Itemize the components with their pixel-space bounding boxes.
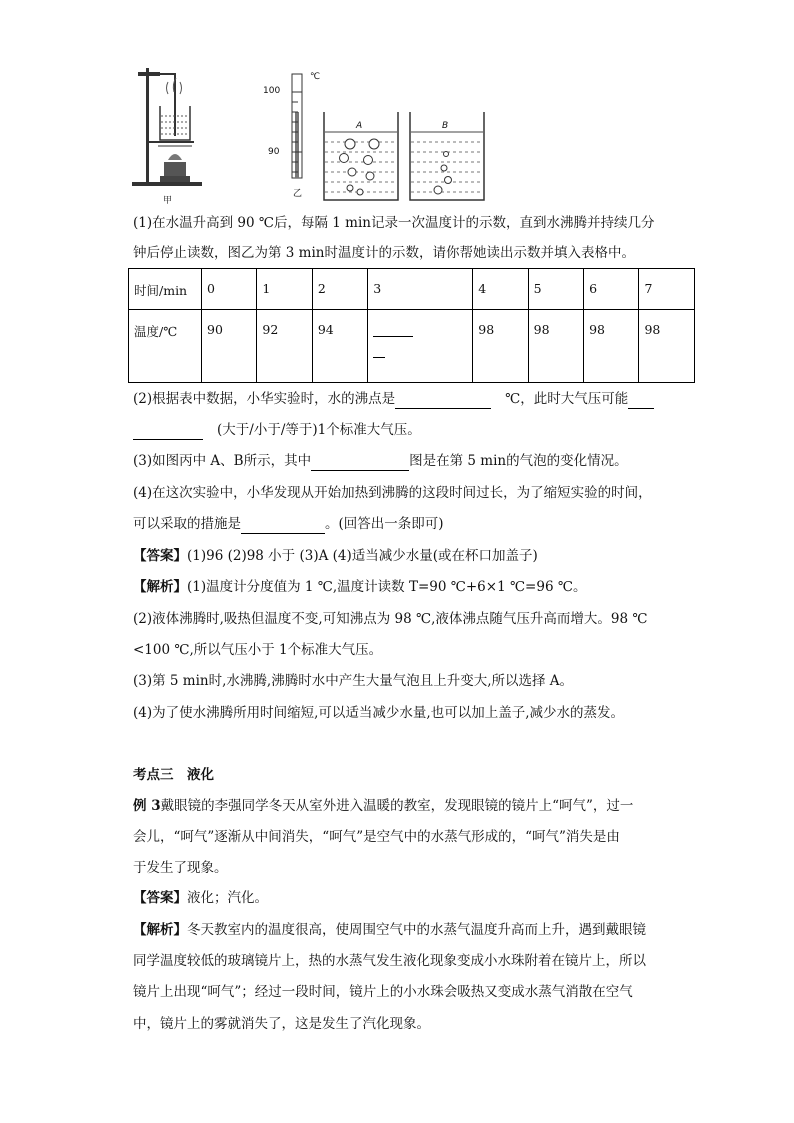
q2-text1: (2)根据表中数据，小华实验时，水的沸点是 (133, 391, 396, 407)
table-cell: 4 (473, 269, 528, 310)
analysis-tag: 【解析】 (133, 579, 187, 595)
fill-blank-pressure-b[interactable] (133, 425, 203, 440)
data-table (128, 268, 695, 383)
table-cell: 94 (312, 310, 367, 383)
analysis-1-line5: (4)为了使水沸腾所用时间缩短,可以适当减少水量,也可以加上盖子,减少水的蒸发。 (133, 705, 624, 721)
analysis-tag: 【解析】 (133, 922, 187, 938)
table-cell: 98 (473, 310, 528, 383)
table-cell: 1 (257, 269, 312, 310)
table-cell: 90 (202, 310, 257, 383)
answer-text: 液化；汽化。 (187, 890, 268, 906)
example3-line2: 会儿，“呵气”逐渐从中间消失，“呵气”是空气中的水蒸气形成的，“呵气”消失是由 (133, 829, 620, 845)
fill-blank-temp-line2[interactable] (373, 343, 385, 358)
analysis-3-line1 (133, 920, 646, 940)
section-title: 考点三 液化 (133, 767, 214, 783)
table-cell: 温度/℃ (129, 310, 202, 383)
fill-blank-bubble-figure[interactable] (311, 456, 409, 471)
table-cell: 5 (528, 269, 583, 310)
q3-line (133, 451, 628, 471)
thermo-100: 100 (263, 86, 281, 96)
q4-line2 (133, 514, 444, 534)
example3-line3: 于发生了现象。 (133, 860, 228, 876)
analysis-1-line3: <100 ℃,所以气压小于 1个标准大气压。 (133, 642, 383, 658)
table-cell: 3 (368, 269, 473, 310)
table-cell: 98 (528, 310, 583, 383)
q2-line1 (133, 389, 654, 409)
analysis-text: 冬天教室内的温度很高，使周围空气中的水蒸气温度升高而上升，遇到戴眼镜 (187, 922, 646, 938)
fill-blank-temp-line1[interactable] (373, 324, 413, 337)
q4-text1: 可以采取的措施是 (133, 516, 241, 532)
table-cell: 2 (312, 269, 367, 310)
example-text: 戴眼镜的李强同学冬天从室外进入温暖的教室，发现眼镜的镜片上“呵气”，过一 (160, 798, 634, 814)
table-row-temp (129, 310, 695, 383)
beaker-b-label: B (442, 121, 449, 131)
table-cell: 98 (639, 310, 695, 383)
answer-text: (1)96 (2)98 小于 (3)A (4)适当减少水量(或在杯口加盖子) (187, 548, 538, 564)
analysis-1-line1 (133, 577, 586, 597)
answer-1 (133, 546, 538, 566)
analysis-3-line4: 中，镜片上的雾就消失了，这是发生了汽化现象。 (133, 1016, 430, 1032)
fill-blank-measure[interactable] (241, 519, 325, 534)
analysis-3-line3: 镜片上出现“呵气”；经过一段时间，镜片上的小水珠会吸热又变成水蒸气消散在空气 (133, 984, 633, 1000)
fill-blank-pressure-a[interactable] (628, 394, 654, 409)
q2-text2: ℃，此时大气压可能 (505, 391, 629, 407)
thermo-90: 90 (268, 147, 280, 157)
example-tag: 例 3 (133, 798, 161, 814)
answer-3 (133, 888, 268, 908)
thermo-unit: ℃ (310, 72, 321, 82)
beaker-a-label: A (356, 121, 363, 131)
q4-text2: 。(回答出一条即可) (325, 516, 444, 532)
analysis-text: (1)温度计分度值为 1 ℃,温度计读数 T=90 ℃+6×1 ℃=96 ℃。 (187, 579, 587, 595)
fill-blank-boiling-point[interactable] (395, 394, 491, 409)
table-cell: 98 (584, 310, 639, 383)
figure-jia-apparatus (128, 64, 208, 194)
table-cell: 7 (639, 269, 695, 310)
answer-tag: 【答案】 (133, 890, 187, 906)
q2-line2 (133, 420, 421, 440)
table-cell: 6 (584, 269, 639, 310)
q2-text3: (大于/小于/等于)1个标准大气压。 (217, 422, 421, 438)
table-cell: 时间/min (129, 269, 202, 310)
q1-line1: (1)在水温升高到 90 ℃后，每隔 1 min记录一次温度计的示数，直到水沸腾并持续几分 (133, 215, 655, 231)
table-answer-cell[interactable] (368, 310, 473, 383)
q4-line1: (4)在这次实验中，小华发现从开始加热到沸腾的这段时间过长，为了缩短实验的时间， (133, 485, 652, 501)
figure-jia-label: 甲 (163, 196, 173, 206)
example3-line1 (133, 796, 633, 816)
table-cell: 92 (257, 310, 312, 383)
analysis-1-line2: (2)液体沸腾时,吸热但温度不变,可知沸点为 98 ℃,液体沸点随气压升高而增大。98 ℃ (133, 611, 648, 627)
q1-line2: 钟后停止读数，图乙为第 3 min时温度计的示数，请你帮她读出示数并填入表格中。 (133, 245, 635, 261)
table-cell: 0 (202, 269, 257, 310)
q3-text1: (3)如图丙中 A、B所示，其中 (133, 453, 312, 469)
table-row-time (129, 269, 695, 310)
answer-tag: 【答案】 (133, 548, 187, 564)
analysis-1-line4: (3)第 5 min时,水沸腾,沸腾时水中产生大量气泡且上升变大,所以选择 A。 (133, 673, 574, 689)
analysis-3-line2: 同学温度较低的玻璃镜片上，热的水蒸气发生液化现象变成小水珠附着在镜片上，所以 (133, 953, 646, 969)
figure-yi-label: 乙 (293, 189, 303, 199)
q3-text2: 图是在第 5 min的气泡的变化情况。 (409, 453, 628, 469)
